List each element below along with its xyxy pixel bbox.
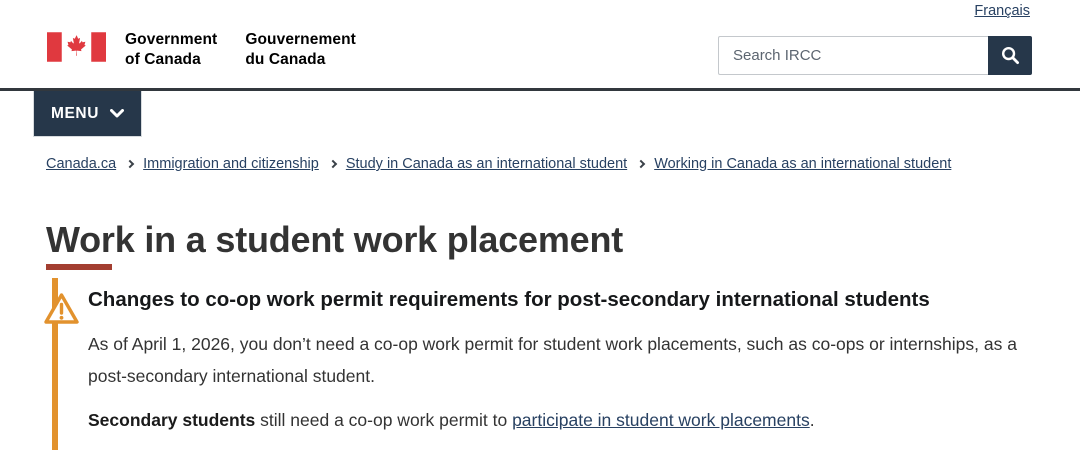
warning-triangle-icon bbox=[43, 291, 80, 327]
header-divider bbox=[0, 88, 1080, 91]
search-button[interactable] bbox=[988, 36, 1032, 75]
page-title: Work in a student work placement bbox=[46, 219, 624, 260]
breadcrumb-link-working-in-canada[interactable]: Working in Canada as an international student bbox=[654, 156, 952, 172]
title-accent-bar bbox=[46, 264, 112, 270]
alert-paragraph-2-text: still need a co-op work permit to bbox=[255, 409, 513, 430]
language-toggle-link[interactable]: Français bbox=[974, 3, 1030, 19]
government-of-canada-signature[interactable] bbox=[47, 30, 356, 71]
warning-alert bbox=[52, 278, 1047, 450]
site-search bbox=[718, 36, 1032, 75]
government-of-canada-wordmark-fr: Gouvernement du Canada bbox=[245, 31, 356, 69]
chevron-right-icon bbox=[637, 160, 645, 168]
participate-in-student-work-placements-link[interactable]: participate in student work placements bbox=[512, 409, 810, 430]
search-icon bbox=[1001, 46, 1020, 65]
chevron-right-icon bbox=[126, 160, 134, 168]
chevron-right-icon bbox=[329, 160, 337, 168]
chevron-down-icon bbox=[110, 109, 124, 118]
breadcrumb-link-canada-ca[interactable]: Canada.ca bbox=[46, 156, 117, 172]
alert-bold-secondary-students: Secondary students bbox=[88, 409, 256, 430]
search-input[interactable] bbox=[718, 36, 988, 75]
breadcrumb-link-study-in-canada[interactable]: Study in Canada as an international student bbox=[345, 156, 628, 172]
alert-paragraph-2-period: . bbox=[809, 409, 815, 430]
alert-paragraph-1: As of April 1, 2026, you don’t need a co-op work permit for student work placements, such as co-ops or internships, as a post-secondary international student. bbox=[88, 334, 1017, 386]
government-of-canada-wordmark-en: Government of Canada bbox=[125, 31, 218, 69]
alert-paragraph-2 bbox=[88, 405, 1026, 437]
alert-heading: Changes to co-op work permit requirements for post-secondary international students bbox=[88, 288, 930, 311]
breadcrumb-link-immigration-and-citizenship[interactable]: Immigration and citizenship bbox=[143, 156, 319, 172]
menu-button-label: MENU bbox=[50, 104, 100, 122]
menu-button[interactable] bbox=[33, 91, 142, 137]
canada-flag-icon bbox=[47, 32, 106, 62]
breadcrumb bbox=[46, 156, 951, 172]
